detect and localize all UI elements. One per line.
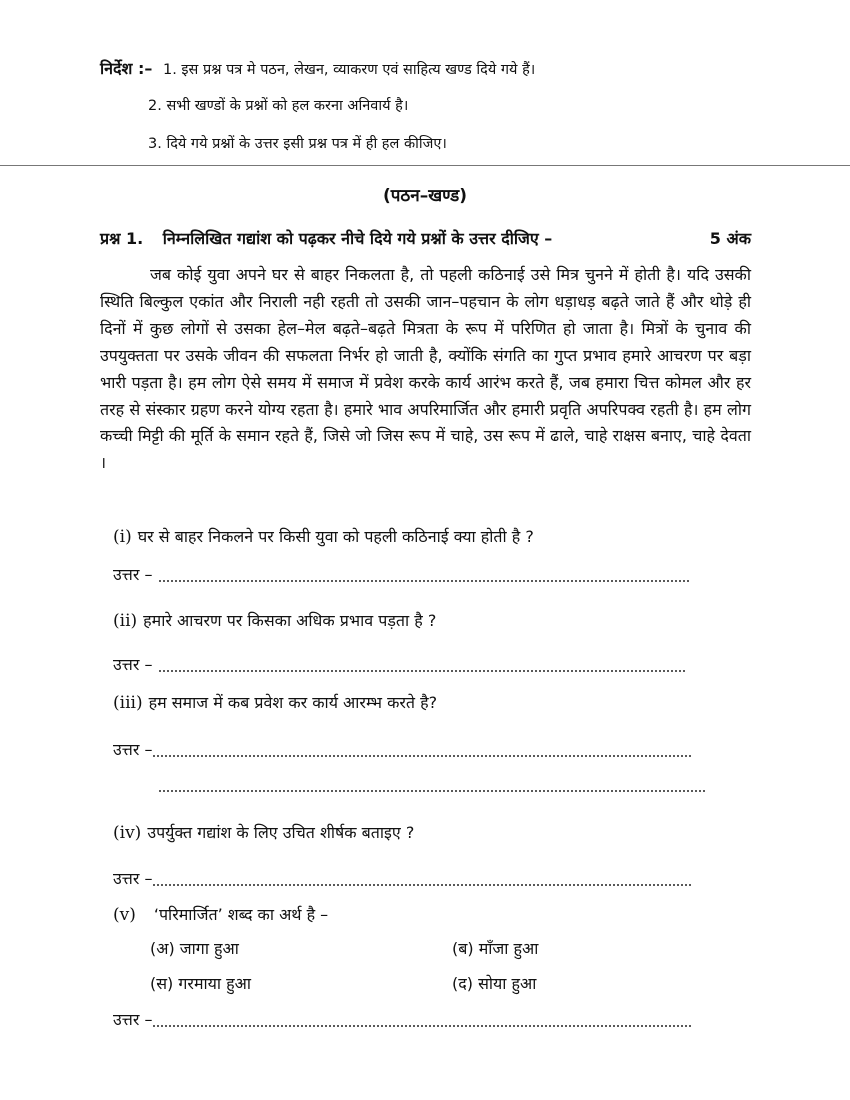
instruction-item-1: 1. इस प्रश्न पत्र मे पठन, लेखन, व्याकरण एवं साहित्य खण्ड दिये गये हैं। <box>162 62 536 78</box>
subquestion-5 <box>113 903 328 925</box>
instructions-label: निर्देश :– <box>100 59 153 78</box>
option-d[interactable]: (द) सोया हुआ <box>452 974 537 993</box>
answer-label: उत्तर – <box>113 565 153 584</box>
answer-blank[interactable] <box>158 670 686 672</box>
answer-blank[interactable] <box>152 1025 692 1027</box>
subquestion-text: घर से बाहर निकलने पर किसी युवा को पहली कठिनाई क्या होती है ? <box>137 527 534 546</box>
subquestion-2 <box>113 609 436 631</box>
answer-blank[interactable] <box>158 790 706 792</box>
subquestion-4 <box>113 821 414 843</box>
answer-label: उत्तर – <box>113 1010 153 1029</box>
instruction-item-2: 2. सभी खण्डों के प्रश्नों को हल करना अनिवार्य है। <box>148 98 409 114</box>
answer-blank[interactable] <box>152 884 692 886</box>
divider <box>0 165 850 166</box>
answer-line-4[interactable] <box>113 867 692 889</box>
answer-line-3-continuation[interactable] <box>158 780 706 799</box>
subquestion-number: (v) <box>113 905 136 925</box>
answer-blank[interactable] <box>152 755 692 757</box>
subquestion-number: (i) <box>113 527 132 547</box>
question-text: निम्नलिखित गद्यांश को पढ़कर नीचे दिये गये प्रश्नों के उत्तर दीजिए – <box>162 229 553 248</box>
subquestion-text: हम समाज में कब प्रवेश कर कार्य आरम्भ करते है? <box>148 693 438 712</box>
subquestion-text: ‘परिमार्जित’ शब्द का अर्थ है – <box>153 905 329 924</box>
option-c[interactable]: (स) गरमाया हुआ <box>150 974 252 993</box>
answer-label: उत्तर – <box>113 740 153 759</box>
answer-line-5[interactable] <box>113 1008 692 1030</box>
question-heading <box>100 227 751 249</box>
subquestion-1 <box>113 525 534 547</box>
answer-line-2[interactable] <box>113 653 686 675</box>
section-title: (पठन–खण्ड) <box>382 186 468 206</box>
subquestion-3 <box>113 691 437 713</box>
subquestion-number: (ii) <box>113 611 138 631</box>
subquestion-number: (iv) <box>113 823 142 843</box>
passage: जब कोई युवा अपने घर से बाहर निकलता है, तो पहली कठिनाई उसे मित्र चुनने में होती है। यदि उसकी स्थिति बिल्कुल एकांत और निराली नही रहती तो उसकी जान–पहचान के लोग धड़ाधड़ बढ़ते जाते हैं और थोड़े ही दिनों में कुछ लोगों से उसका हेल–मेल बढ़ते–बढ़ते मित्रता के रूप में परिणित हो जाता है। मित्रों के चुनाव की उपयुक्तता पर उसके जीवन की सफलता निर्भर हो जाती है, क्योंकि संगति का गुप्त प्रभाव हमारे आचरण पर बड़ा भारी पड़ता है। हम लोग ऐसे समय में समाज में प्रवेश करके कार्य आरंभ करते हैं, जब हमारा चित्त कोमल और हर तरह से संस्कार ग्रहण करने योग्य रहता है। हमारे भाव अपरिमार्जित और हमारी प्रवृति अपरिपक्व रहती है। हम लोग कच्ची मिट्टी की मूर्ति के समान रहते हैं, जिसे जो जिस रूप में चाहे, उस रूप में ढाले, चाहे राक्षस बनाए, चाहे देवता । <box>100 265 751 473</box>
answer-line-3[interactable] <box>113 738 692 760</box>
answer-label: उत्तर – <box>113 655 153 674</box>
option-b[interactable]: (ब) माँजा हुआ <box>452 939 539 958</box>
subquestion-text: हमारे आचरण पर किसका अधिक प्रभाव पड़ता है ? <box>143 611 437 630</box>
option-a[interactable]: (अ) जागा हुआ <box>150 939 239 958</box>
subquestion-number: (iii) <box>113 693 143 713</box>
instruction-item-3: 3. दिये गये प्रश्नों के उत्तर इसी प्रश्न पत्र में ही हल कीजिए। <box>148 136 447 152</box>
answer-line-1[interactable] <box>113 563 690 585</box>
question-number: प्रश्न 1. <box>100 229 144 248</box>
subquestion-text: उपर्युक्त गद्यांश के लिए उचित शीर्षक बताइए ? <box>147 823 415 842</box>
answer-blank[interactable] <box>158 580 690 582</box>
instructions-line-1 <box>100 57 535 79</box>
answer-label: उत्तर – <box>113 869 153 888</box>
question-marks: 5 अंक <box>709 229 751 248</box>
